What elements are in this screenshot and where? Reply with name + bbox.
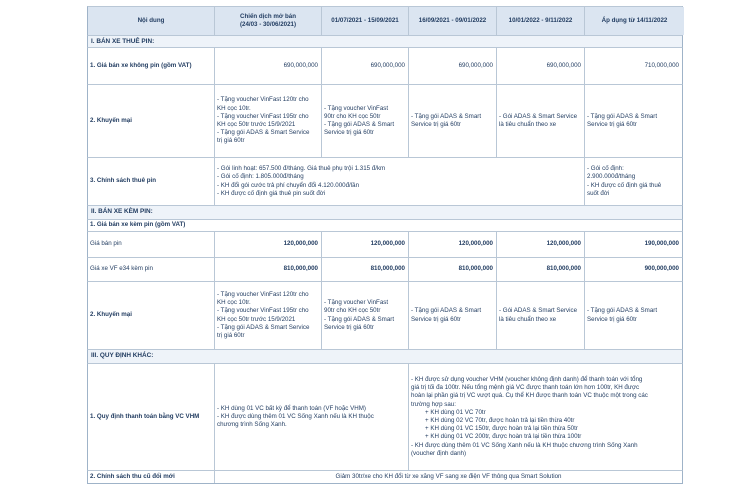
- promo-cell: [214, 282, 321, 349]
- header-launch-campaign: Chiến dịch mở bán (24/03 - 30/06/2021): [214, 7, 321, 35]
- row-label: 2. Khuyến mại: [90, 311, 132, 319]
- row-label: 1. Giá bán xe kèm pin (gồm VAT): [90, 221, 186, 229]
- promo-cell: [408, 85, 496, 157]
- promo-line: - Tặng gói ADAS & Smart Service: [217, 323, 310, 331]
- table-row: [87, 157, 683, 205]
- table-row: [87, 281, 683, 349]
- promo-line: - Tặng voucher VinFast 120tr cho: [217, 96, 309, 104]
- price-cell: 810,000,000: [321, 258, 408, 281]
- promo-line: Service trị giá 60tr: [411, 315, 461, 323]
- promo-line: - Tặng gói ADAS & Smart: [411, 112, 482, 120]
- row-label: 2. Chính sách thu cũ đổi mới: [90, 472, 175, 480]
- row-label: 1. Quy định thanh toán bằng VC VHM: [90, 412, 200, 420]
- promo-cell: [496, 282, 584, 349]
- table-row: [87, 219, 683, 231]
- promo-line: Service trị giá 60tr: [324, 129, 374, 137]
- table-row: [87, 231, 683, 257]
- rule-line: - KH được dùng thêm 01 VC Sống Xanh nếu là KH thuộc chương trình Sống Xanh: [411, 441, 638, 449]
- price-cell: 690,000,000: [321, 48, 408, 84]
- promo-cell: [321, 85, 408, 157]
- header-content: Nội dung: [88, 7, 214, 35]
- section-title: I. BÁN XE THUÊ PIN:: [88, 36, 682, 47]
- policy-line: - KH được cố định giá thuê pin suốt đời: [217, 189, 326, 197]
- battery-policy-cell: [214, 158, 584, 205]
- price-cell: 810,000,000: [214, 258, 321, 281]
- promo-line: trị giá 60tr: [217, 331, 245, 339]
- section-title-row: [87, 205, 683, 219]
- rule-line: - KH được sử dụng voucher VHM (voucher không định danh) để thanh toán với tổng: [411, 375, 643, 383]
- policy-line: 2.900.000đ/tháng: [587, 173, 636, 181]
- rule-line: chương trình Sống Xanh.: [217, 421, 287, 429]
- policy-line: - Gói linh hoạt: 657.500 đ/tháng. Giá thuê phụ trội 1.315 đ/km: [217, 165, 386, 173]
- rule-line: + KH dùng 01 VC 200tr, được hoàn trả lại tiền thừa 100tr: [425, 433, 582, 441]
- promo-line: 90tr cho KH cọc 50tr: [324, 307, 381, 315]
- price-cell: 190,000,000: [584, 232, 682, 257]
- rule-line: hoàn lại phần giá trị VC vượt quá. Cụ thể KH được thanh toán VC thuộc một trong các: [411, 392, 648, 400]
- section-title: III. QUY ĐỊNH KHÁC:: [88, 350, 682, 363]
- price-cell: 710,000,000: [584, 48, 682, 84]
- policy-line: - KH đổi gói cước trả phí chuyển đổi 4.120.000đ/lần: [217, 181, 360, 189]
- row-label: Giá xe VF e34 kèm pin: [90, 265, 153, 273]
- promo-line: - Gói ADAS & Smart Service: [499, 307, 578, 315]
- price-cell: 900,000,000: [584, 258, 682, 281]
- rule-line: giá trị tối đa 100tr. Nếu tổng mệnh giá VC được thanh toán lớn hơn 100tr, KH được: [411, 384, 640, 392]
- rule-line: + KH dùng 01 VC 150tr, được hoàn trả lại tiền thừa 50tr: [425, 425, 578, 433]
- policy-line: - Gói cố định: 1.805.000đ/tháng: [217, 173, 304, 181]
- table-row: [87, 257, 683, 281]
- rule-line: + KH dùng 02 VC 70tr, được hoàn trả lại tiền thừa 40tr: [425, 417, 575, 424]
- promo-cell: [321, 282, 408, 349]
- rule-line: trường hợp sau:: [411, 400, 456, 408]
- price-cell: 810,000,000: [408, 258, 496, 281]
- promo-line: Service trị giá 60tr: [411, 121, 461, 128]
- promo-line: - Tặng voucher VinFast 195tr cho: [217, 112, 309, 120]
- promo-line: trị giá 60tr: [217, 137, 245, 145]
- price-cell: 120,000,000: [408, 232, 496, 257]
- policy-line: suốt đời: [587, 189, 610, 197]
- table-row: [87, 84, 683, 157]
- row-label: 1. Giá bán xe không pin (gồm VAT): [90, 61, 192, 69]
- price-cell: 690,000,000: [214, 48, 321, 84]
- section-title-row: [87, 349, 683, 363]
- row-label: 2. Khuyến mại: [90, 116, 132, 124]
- promo-line: - Tặng voucher VinFast 195tr cho: [217, 307, 309, 315]
- promo-line: 90tr cho KH cọc 50tr: [324, 112, 381, 120]
- price-cell: 810,000,000: [496, 258, 584, 281]
- promo-line: KH cọc 50tr trước 15/9/2021: [217, 315, 296, 323]
- promo-line: Service trị giá 60tr: [587, 121, 637, 128]
- promo-line: - Tặng gói ADAS & Smart: [324, 315, 395, 323]
- vc-rule-cell: [408, 364, 682, 470]
- promo-line: Service trị giá 60tr: [587, 315, 637, 323]
- promo-cell: [496, 85, 584, 157]
- promo-line: - Tặng voucher VinFast 120tr cho: [217, 290, 309, 298]
- promo-line: - Gói ADAS & Smart Service: [499, 112, 578, 120]
- table-row: [87, 47, 683, 84]
- promo-line: KH cọc 10tr.: [217, 104, 251, 112]
- promo-line: - Tặng voucher VinFast: [324, 104, 389, 112]
- pricing-table: [87, 6, 683, 484]
- promo-line: - Tặng gói ADAS & Smart: [587, 307, 658, 315]
- policy-line: - KH được cố định giá thuê: [587, 181, 662, 189]
- table-row: [87, 470, 683, 484]
- policy-line: - Gói cố định:: [587, 165, 624, 173]
- price-cell: 120,000,000: [496, 232, 584, 257]
- promo-line: - Tặng voucher VinFast: [324, 299, 389, 307]
- promo-cell: [584, 282, 682, 349]
- promo-line: KH cọc 10tr.: [217, 299, 251, 307]
- vc-rule-cell: [214, 364, 408, 470]
- promo-line: KH cọc 50tr trước 15/9/2021: [217, 121, 296, 128]
- table-row: [87, 363, 683, 470]
- header-period-3: 16/09/2021 - 09/01/2022: [408, 7, 496, 35]
- promo-line: - Tặng gói ADAS & Smart: [324, 121, 395, 128]
- tradein-cell: Giảm 30tr/xe cho KH đổi từ xe xăng VF sang xe điện VF thông qua Smart Solution: [214, 471, 682, 483]
- rule-line: - KH được dùng thêm 01 VC Sống Xanh nếu là KH thuộc: [217, 412, 374, 420]
- price-cell: 690,000,000: [408, 48, 496, 84]
- promo-cell: [584, 85, 682, 157]
- row-label: Giá bán pin: [90, 240, 122, 248]
- price-cell: 120,000,000: [321, 232, 408, 257]
- section-title-row: [87, 35, 683, 47]
- promo-line: - Tặng gói ADAS & Smart: [411, 307, 482, 315]
- price-cell: 120,000,000: [214, 232, 321, 257]
- rule-line: + KH dùng 01 VC 70tr: [425, 408, 486, 416]
- battery-policy-cell: [584, 158, 682, 205]
- price-cell: 690,000,000: [496, 48, 584, 84]
- table-header-row: [87, 6, 683, 35]
- rule-line: - KH dùng 01 VC bất kỳ để thanh toán (VF hoặc VHM): [217, 404, 366, 412]
- promo-cell: [408, 282, 496, 349]
- row-label: 3. Chính sách thuê pin: [90, 177, 157, 185]
- promo-line: - Tặng gói ADAS & Smart Service: [217, 129, 310, 137]
- promo-line: là tiêu chuẩn theo xe: [499, 121, 557, 128]
- promo-line: là tiêu chuẩn theo xe: [499, 315, 557, 323]
- section-title: II. BÁN XE KÈM PIN:: [88, 206, 682, 219]
- rule-line: (voucher định danh): [411, 449, 467, 457]
- promo-cell: [214, 85, 321, 157]
- promo-line: Service trị giá 60tr: [324, 323, 374, 331]
- header-period-5: Áp dụng từ 14/11/2022: [584, 7, 684, 35]
- header-period-4: 10/01/2022 - 9/11/2022: [496, 7, 584, 35]
- promo-line: - Tặng gói ADAS & Smart: [587, 112, 658, 120]
- header-period-2: 01/07/2021 - 15/09/2021: [321, 7, 408, 35]
